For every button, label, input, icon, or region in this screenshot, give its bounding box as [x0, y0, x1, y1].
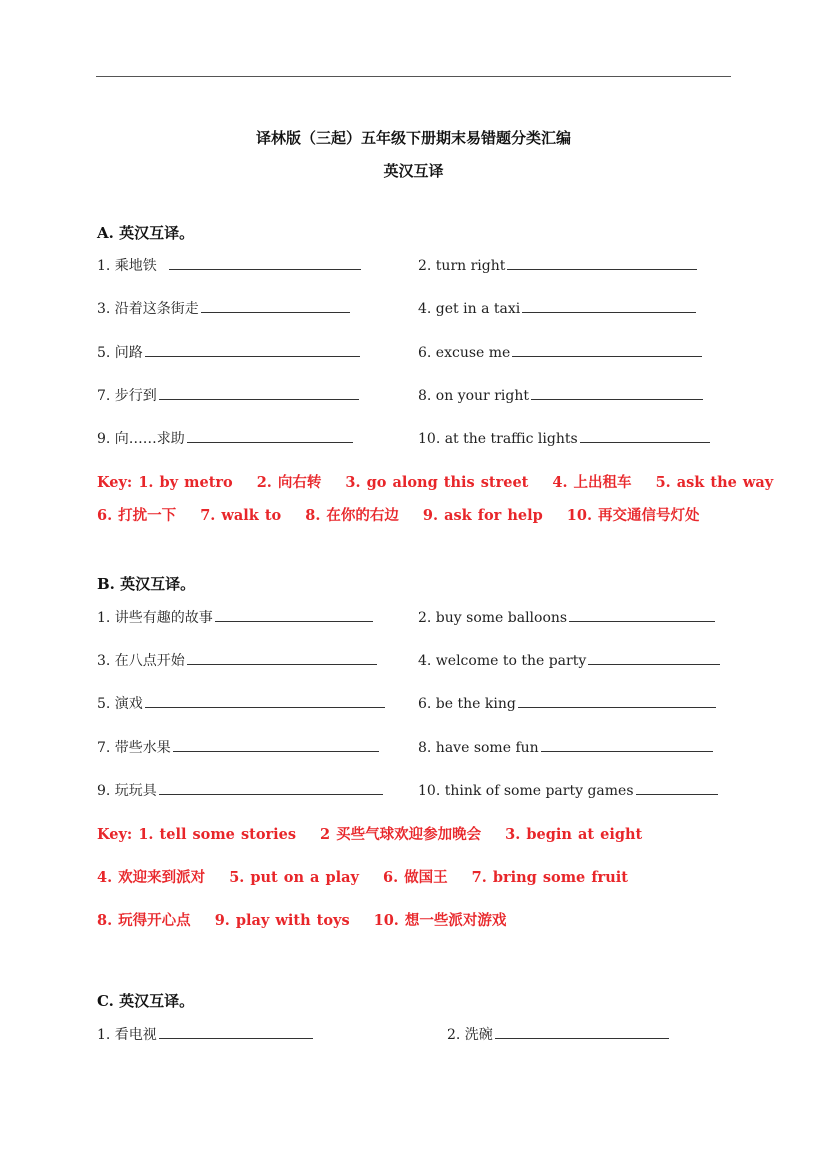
question-b8 — [418, 737, 713, 756]
question-b10 — [418, 780, 718, 799]
question-a5 — [97, 342, 360, 362]
question-a1 — [97, 255, 361, 275]
key-entry: 3. begin at eight — [505, 826, 643, 843]
answer-blank[interactable] — [531, 385, 703, 400]
key-entry: 4. 上出租车 — [552, 474, 632, 491]
question-b5 — [97, 693, 385, 713]
answer-blank[interactable] — [507, 255, 697, 270]
answer-blank[interactable] — [201, 298, 350, 313]
question-text: 2. turn right — [418, 258, 506, 274]
answer-blank[interactable] — [159, 385, 359, 400]
answer-blank[interactable] — [522, 298, 696, 313]
question-b1 — [97, 607, 373, 627]
key-entry: 4. 欢迎来到派对 — [97, 869, 206, 886]
question-b3 — [97, 650, 377, 670]
answer-key-b-line3 — [97, 909, 506, 930]
question-text: 7. 带些水果 — [97, 740, 171, 756]
key-entry: 8. 玩得开心点 — [97, 912, 191, 929]
question-b6 — [418, 693, 716, 712]
answer-blank[interactable] — [169, 255, 361, 270]
page-subtitle: 英汉互译 — [383, 162, 444, 180]
answer-blank[interactable] — [495, 1024, 669, 1039]
section-b-heading: B. 英汉互译。 — [97, 575, 196, 593]
key-entry: 10. 想一些派对游戏 — [373, 912, 507, 929]
question-text: 2. 洗碗 — [447, 1027, 493, 1043]
question-text: 9. 向……求助 — [97, 431, 185, 447]
question-text: 3. 沿着这条街走 — [97, 301, 199, 317]
question-a6 — [418, 342, 702, 361]
question-text: 6. excuse me — [418, 345, 511, 361]
question-a7 — [97, 385, 359, 405]
answer-key-a-line2 — [97, 504, 700, 525]
question-a10 — [418, 428, 710, 447]
question-text: 9. 玩玩具 — [97, 783, 157, 799]
question-text: 4. get in a taxi — [418, 301, 521, 317]
question-text: 4. welcome to the party — [418, 653, 587, 669]
question-a3 — [97, 298, 350, 318]
section-c-heading: C. 英汉互译。 — [97, 992, 195, 1010]
answer-blank[interactable] — [173, 737, 379, 752]
answer-key-b-line1 — [97, 823, 642, 844]
question-text: 10. think of some party games — [418, 783, 634, 799]
question-text: 1. 乘地铁 — [97, 258, 157, 274]
page-title: 译林版（三起）五年级下册期末易错题分类汇编 — [255, 129, 571, 147]
question-a8 — [418, 385, 703, 404]
answer-blank[interactable] — [541, 737, 713, 752]
section-a-heading: A. 英汉互译。 — [97, 224, 195, 242]
answer-blank[interactable] — [215, 607, 373, 622]
key-entry: 5. ask the way — [655, 474, 774, 491]
question-text: 1. 看电视 — [97, 1027, 157, 1043]
key-entry: 3. go along this street — [345, 474, 529, 491]
answer-blank[interactable] — [145, 693, 385, 708]
key-entry: 10. 再交通信号灯处 — [566, 507, 700, 524]
question-b9 — [97, 780, 383, 800]
answer-blank[interactable] — [187, 650, 377, 665]
key-entry: 8. 在你的右边 — [305, 507, 399, 524]
question-text: 2. buy some balloons — [418, 610, 568, 626]
key-entry: 6. 做国王 — [382, 869, 448, 886]
answer-blank[interactable] — [512, 342, 702, 357]
answer-blank[interactable] — [569, 607, 715, 622]
answer-blank[interactable] — [159, 780, 383, 795]
key-entry: 9. ask for help — [422, 507, 543, 524]
question-text: 1. 讲些有趣的故事 — [97, 610, 213, 626]
question-text: 6. be the king — [418, 696, 516, 712]
key-entry: 2 买些气球欢迎参加晚会 — [320, 826, 482, 843]
header-rule — [96, 76, 731, 77]
question-text: 8. on your right — [418, 388, 529, 404]
question-text: 10. at the traffic lights — [418, 431, 578, 447]
question-a4 — [418, 298, 696, 317]
question-a2 — [418, 255, 697, 274]
answer-blank[interactable] — [636, 780, 718, 795]
key-entry: Key: 1. tell some stories — [97, 826, 297, 843]
key-entry: 5. put on a play — [229, 869, 359, 886]
question-c2 — [447, 1024, 669, 1044]
answer-blank[interactable] — [145, 342, 360, 357]
question-text: 5. 演戏 — [97, 696, 143, 712]
key-entry: 9. play with toys — [214, 912, 350, 929]
key-entry: 7. bring some fruit — [471, 869, 628, 886]
key-entry: Key: 1. by metro — [97, 474, 233, 491]
key-entry: 2. 向右转 — [256, 474, 322, 491]
answer-blank[interactable] — [518, 693, 716, 708]
answer-blank[interactable] — [580, 428, 710, 443]
answer-blank[interactable] — [187, 428, 353, 443]
question-text: 3. 在八点开始 — [97, 653, 185, 669]
question-b7 — [97, 737, 379, 757]
question-text: 5. 问路 — [97, 345, 143, 361]
question-text: 7. 步行到 — [97, 388, 157, 404]
question-c1 — [97, 1024, 313, 1044]
question-b4 — [418, 650, 720, 669]
answer-key-a-line1 — [97, 471, 773, 492]
answer-key-b-line2 — [97, 866, 628, 887]
key-entry: 7. walk to — [200, 507, 282, 524]
answer-blank[interactable] — [588, 650, 720, 665]
question-text: 8. have some fun — [418, 740, 539, 756]
key-entry: 6. 打扰一下 — [97, 507, 177, 524]
answer-blank[interactable] — [159, 1024, 313, 1039]
question-a9 — [97, 428, 353, 448]
question-b2 — [418, 607, 715, 626]
